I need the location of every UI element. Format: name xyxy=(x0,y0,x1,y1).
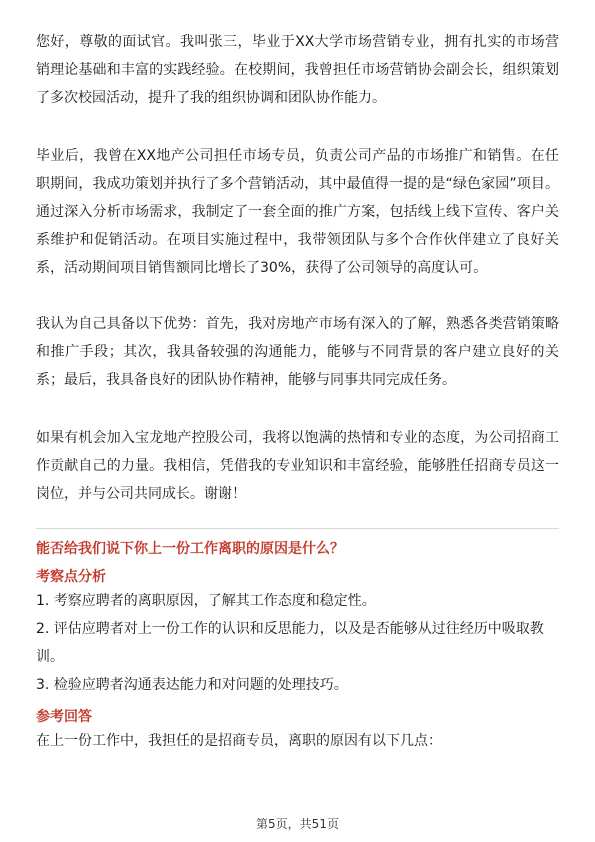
answer-label: 参考回答 xyxy=(36,709,92,725)
page-footer: 第5页，共51页 xyxy=(256,817,339,831)
analysis-item-1: 1. 考察应聘者的离职原因，了解其工作态度和稳定性。 xyxy=(36,593,376,609)
intro-paragraph: 您好，尊敬的面试官。我叫张三，毕业于XX大学市场营销专业，拥有扎实的市场营销理论基础和丰富的实践经验。在校期间，我曾担任市场营销协会副会长，组织策划了多次校园活动，提升了我的组织协调和团队协作能力。 xyxy=(36,34,559,106)
analysis-item-3: 3. 检验应聘者沟通表达能力和对问题的处理技巧。 xyxy=(36,677,348,693)
analysis-item-2: 2. 评估应聘者对上一份工作的认识和反思能力，以及是否能够从过往经历中吸取教训。 xyxy=(36,621,544,665)
strengths-paragraph: 我认为自己具备以下优势：首先，我对房地产市场有深入的了解，熟悉各类营销策略和推广手段；其次，我具备较强的沟通能力，能够与不同背景的客户建立良好的关系；最后，我具备良好的团队协作精神，能够与同事共同完成任务。 xyxy=(36,316,559,388)
document-page xyxy=(36,28,559,755)
question-title: 能否给我们说下你上一份工作离职的原因是什么？ xyxy=(36,541,344,557)
experience-paragraph: 毕业后，我曾在XX地产公司担任市场专员，负责公司产品的市场推广和销售。在任职期间，我成功策划并执行了多个营销活动，其中最值得一提的是“绿色家园”项目。通过深入分析市场需求，我制定了一套全面的推广方案，包括线上线下宣传、客户关系维护和促销活动。在项目实施过程中，我带领团队与多个合作伙伴建立了良好关系，活动期间项目销售额同比增长了30%，获得了公司领导的高度认可。 xyxy=(36,148,559,276)
closing-paragraph: 如果有机会加入宝龙地产控股公司，我将以饱满的热情和专业的态度，为公司招商工作贡献自己的力量。我相信，凭借我的专业知识和丰富经验，能够胜任招商专员这一岗位，并与公司共同成长。谢谢！ xyxy=(36,430,559,502)
answer-text: 在上一份工作中，我担任的是招商专员，离职的原因有以下几点： xyxy=(36,733,442,749)
section-divider xyxy=(36,528,559,529)
analysis-label: 考察点分析 xyxy=(36,569,106,585)
